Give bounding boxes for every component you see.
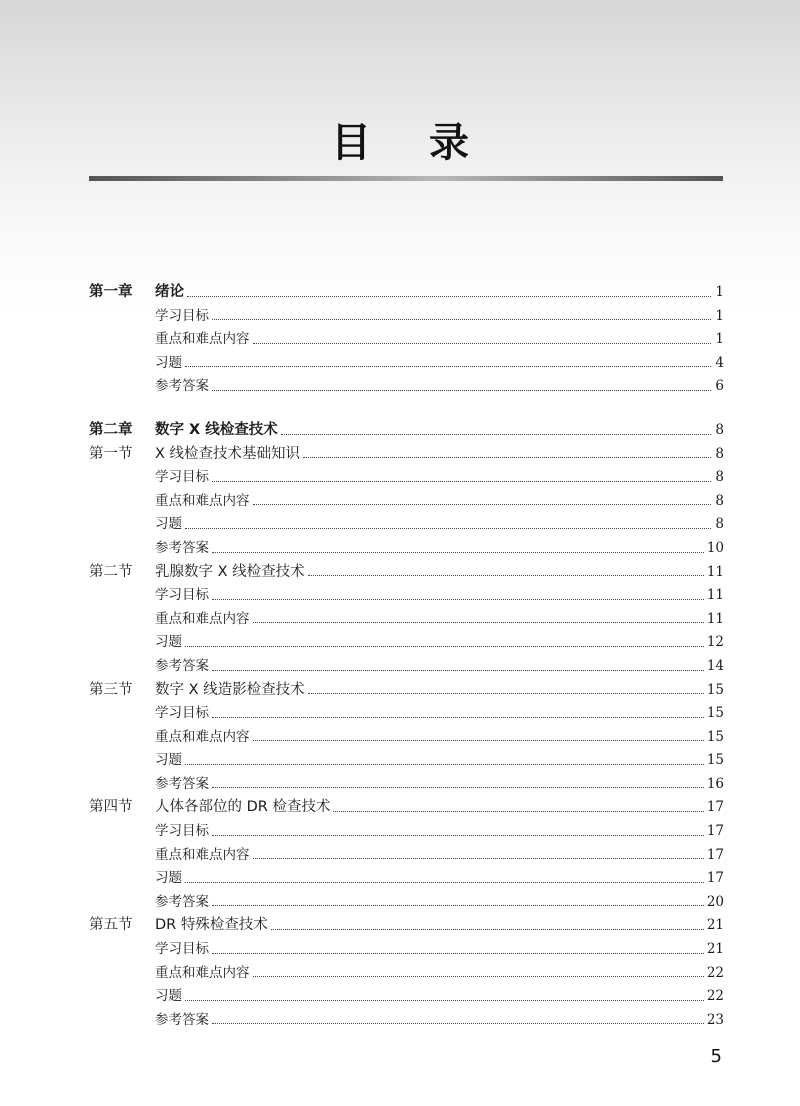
- toc-section-number: 第三节: [89, 681, 133, 698]
- dot-leader: [212, 319, 711, 320]
- dot-leader: [185, 1000, 704, 1001]
- toc-item-label: 习题: [155, 516, 182, 533]
- title-divider: [89, 176, 723, 181]
- toc-section-title: 乳腺数字 X 线检查技术: [155, 563, 305, 580]
- toc-item-label: 参考答案: [155, 775, 209, 792]
- toc-chapter[interactable]: [89, 419, 724, 443]
- toc-chapter-number: 第一章: [89, 284, 133, 300]
- toc-item-label: 重点和难点内容: [155, 964, 250, 981]
- toc-item-page: 15: [706, 752, 724, 769]
- toc-section[interactable]: [89, 561, 724, 585]
- toc-section-title: X 线检查技术基础知识: [155, 445, 301, 462]
- toc-section-title: 数字 X 线造影检查技术: [155, 681, 305, 698]
- toc-item-page: 17: [706, 870, 724, 887]
- dot-leader: [253, 343, 712, 344]
- toc-item-page: 14: [706, 657, 724, 674]
- dot-leader: [253, 858, 704, 859]
- toc-item[interactable]: [89, 375, 724, 399]
- dot-leader: [308, 693, 704, 694]
- toc-section-page: 17: [706, 799, 724, 816]
- toc-item-page: 15: [706, 705, 724, 722]
- toc-item[interactable]: [89, 867, 724, 891]
- dot-leader: [253, 504, 712, 505]
- toc-item[interactable]: [89, 537, 724, 561]
- toc-section-number: 第一节: [89, 445, 133, 462]
- toc-section[interactable]: [89, 796, 724, 820]
- toc-item-label: 习题: [155, 752, 182, 769]
- dot-leader: [212, 787, 704, 788]
- toc-item[interactable]: [89, 962, 724, 986]
- dot-leader: [308, 575, 704, 576]
- toc-item-label: 学习目标: [155, 823, 209, 840]
- toc-section-number: 第二节: [89, 563, 133, 580]
- toc-chapter-page: 8: [715, 421, 724, 438]
- toc-section-title: DR 特殊检查技术: [155, 917, 268, 934]
- toc-item-page: 8: [715, 492, 724, 509]
- toc-item[interactable]: [89, 513, 724, 537]
- toc-section-page: 21: [706, 917, 724, 934]
- dot-leader: [333, 811, 703, 812]
- toc-item[interactable]: [89, 985, 724, 1009]
- toc-section-page: 8: [715, 445, 724, 462]
- toc-item-label: 习题: [155, 634, 182, 651]
- toc-item-label: 学习目标: [155, 705, 209, 722]
- toc-item[interactable]: [89, 584, 724, 608]
- dot-leader: [253, 976, 704, 977]
- toc-item-label: 习题: [155, 354, 182, 371]
- dot-leader: [271, 929, 704, 930]
- toc-item-page: 17: [706, 823, 724, 840]
- toc-item[interactable]: [89, 749, 724, 773]
- dot-leader: [185, 882, 704, 883]
- dot-leader: [303, 457, 711, 458]
- toc-item-page: 12: [706, 634, 724, 651]
- dot-leader: [212, 1023, 704, 1024]
- toc-item[interactable]: [89, 631, 724, 655]
- toc-chapter-label: [89, 419, 278, 443]
- toc-item-page: 23: [706, 1011, 724, 1028]
- toc-item-label: 学习目标: [155, 469, 209, 486]
- toc-item[interactable]: [89, 466, 724, 490]
- toc-item-label: 学习目标: [155, 307, 209, 324]
- toc-item[interactable]: [89, 844, 724, 868]
- toc-item[interactable]: [89, 352, 724, 376]
- dot-leader: [281, 434, 711, 435]
- toc-item[interactable]: [89, 655, 724, 679]
- toc-item-page: 15: [706, 728, 724, 745]
- toc-item-page: 22: [706, 988, 724, 1005]
- toc-chapter-label: [89, 281, 184, 305]
- toc-section-label: [89, 796, 330, 820]
- dot-leader: [212, 717, 704, 718]
- toc-item-page: 10: [706, 539, 724, 556]
- toc-section-number: 第四节: [89, 799, 133, 816]
- toc-item-page: 11: [706, 587, 724, 604]
- toc-section-number: 第五节: [89, 917, 133, 934]
- toc-section-label: [89, 443, 300, 467]
- dot-leader: [212, 552, 704, 553]
- toc-item[interactable]: [89, 1009, 724, 1033]
- toc-section-page: 15: [706, 681, 724, 698]
- toc-item-page: 21: [706, 941, 724, 958]
- dot-leader: [187, 296, 711, 297]
- toc-item-label: 参考答案: [155, 1011, 209, 1028]
- toc-item[interactable]: [89, 773, 724, 797]
- dot-leader: [185, 366, 711, 367]
- toc-item[interactable]: [89, 938, 724, 962]
- dot-leader: [212, 953, 704, 954]
- toc-chapter-title: 数字 X 线检查技术: [155, 421, 278, 438]
- toc-item-label: 习题: [155, 988, 182, 1005]
- dot-leader: [212, 835, 704, 836]
- toc-item[interactable]: [89, 702, 724, 726]
- dot-leader: [253, 740, 704, 741]
- toc-item-label: 重点和难点内容: [155, 846, 250, 863]
- toc-section[interactable]: [89, 914, 724, 938]
- toc-item-label: 参考答案: [155, 378, 209, 395]
- page-number: 5: [710, 1046, 722, 1067]
- toc-section[interactable]: [89, 679, 724, 703]
- dot-leader: [253, 622, 704, 623]
- dot-leader: [212, 599, 704, 600]
- dot-leader: [212, 905, 704, 906]
- toc-item[interactable]: [89, 328, 724, 352]
- toc-item[interactable]: [89, 891, 724, 915]
- toc-item[interactable]: [89, 305, 724, 329]
- toc-chapter[interactable]: [89, 281, 724, 305]
- toc-item-label: 习题: [155, 870, 182, 887]
- toc-item-label: 参考答案: [155, 893, 209, 910]
- toc-item-label: 重点和难点内容: [155, 610, 250, 627]
- toc-item-label: 学习目标: [155, 941, 209, 958]
- toc-item[interactable]: [89, 820, 724, 844]
- toc-item-page: 1: [715, 331, 724, 348]
- toc-item-page: 11: [706, 610, 724, 627]
- chapter-block: [89, 281, 724, 399]
- dot-leader: [212, 390, 711, 391]
- toc-item[interactable]: [89, 726, 724, 750]
- toc-section[interactable]: [89, 443, 724, 467]
- toc-section-label: [89, 914, 268, 938]
- toc-section-page: 11: [706, 563, 724, 580]
- toc-section-label: [89, 561, 305, 585]
- toc-item-label: 参考答案: [155, 539, 209, 556]
- toc-section-title: 人体各部位的 DR 检查技术: [155, 799, 331, 816]
- toc-item-page: 8: [715, 469, 724, 486]
- toc-chapter-title: 绪论: [155, 284, 184, 300]
- toc-chapter-number: 第二章: [89, 421, 133, 438]
- toc-item-page: 17: [706, 846, 724, 863]
- page-title: 目录: [331, 120, 527, 166]
- chapter-block: [89, 419, 724, 1032]
- toc-item-page: 22: [706, 964, 724, 981]
- toc-chapter-page: 1: [715, 284, 724, 300]
- dot-leader: [185, 764, 704, 765]
- dot-leader: [185, 528, 711, 529]
- toc-item-label: 重点和难点内容: [155, 492, 250, 509]
- dot-leader: [212, 481, 711, 482]
- toc-item-label: 重点和难点内容: [155, 331, 250, 348]
- toc-item-label: 重点和难点内容: [155, 728, 250, 745]
- toc-section-label: [89, 679, 305, 703]
- toc-item-page: 4: [715, 354, 724, 371]
- toc-item-page: 1: [715, 307, 724, 324]
- toc-item[interactable]: [89, 490, 724, 514]
- table-of-contents: [89, 281, 724, 1052]
- toc-item-page: 20: [706, 893, 724, 910]
- toc-item-label: 参考答案: [155, 657, 209, 674]
- toc-item-label: 学习目标: [155, 587, 209, 604]
- toc-item-page: 16: [706, 775, 724, 792]
- toc-item[interactable]: [89, 608, 724, 632]
- toc-item-page: 8: [715, 516, 724, 533]
- dot-leader: [185, 646, 704, 647]
- dot-leader: [212, 670, 704, 671]
- toc-item-page: 6: [715, 378, 724, 395]
